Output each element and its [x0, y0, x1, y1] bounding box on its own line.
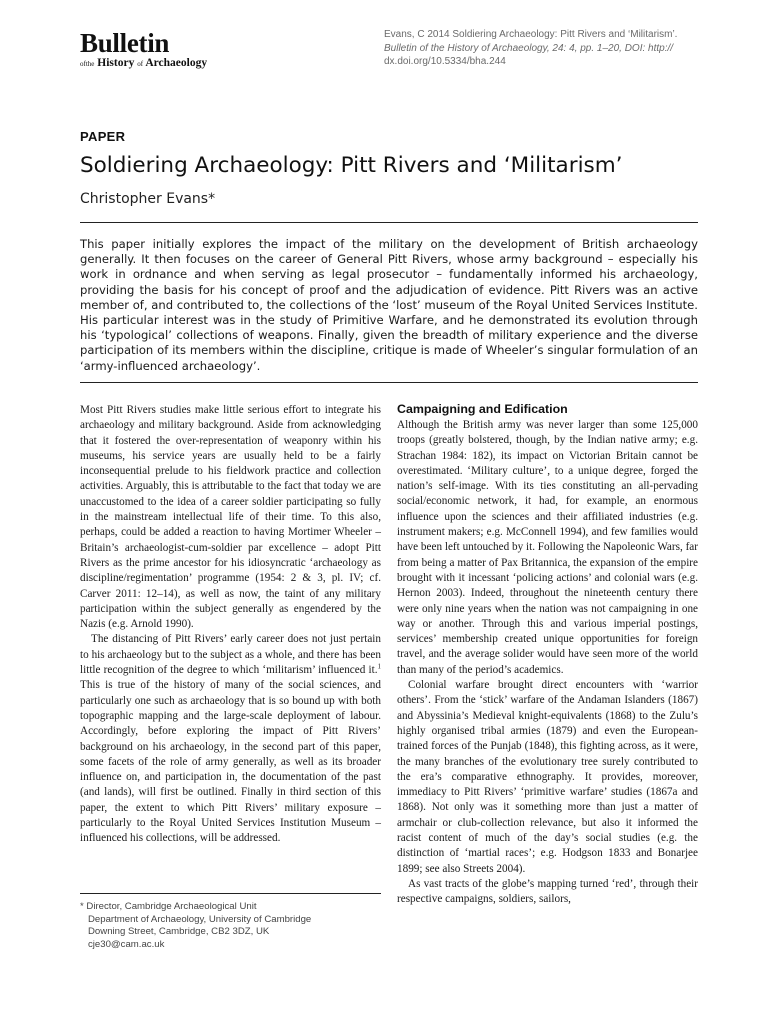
body-paragraph: The distancing of Pitt Rivers’ early career does not just pertain to his archaeology but to the subject as a whole, and there has been little recognition of the degree to which ‘militarism’ influenced it.$^1$ This is true of the history of many of the social sciences, and particularly one such as archaeology that is so bound up with both topographic mapping and the large-scale deployment of labour. Accordingly, before exploring the impact of Pitt Rivers’ background on his archaeology, in the second part of this paper, some facets of the role of army generally, as well as its broader influence on, and participation in, the documentation of the past (and lands), will first be outlined. Finally in third section of this paper, the extent to which Pitt Rivers’ military exposure – particularly to the Royal United Services Institution Museum – influenced his collections, will be addressed.	[80, 633, 381, 845]
body-paragraph: Most Pitt Rivers studies make little serious effort to integrate his archaeology and military background. Aside from acknowledging that it fostered the over-representation of weaponry within his museums, his service years are usually held to be a fairly inconsequential prelude to his fieldwork practice and collection activities. Arguably, this is attributable to the fact that today we are unaccustomed to the idea of a career soldier participating so fully in the mainstream intellectual life of their time. To this also, perhaps, could be added a reaction to having Mortimer Wheeler – Britain’s archaeologist-cum-soldier par excellence – adopt Pitt Rivers as the prime ancestor for his idiosyncratic ‘archaeology as discipline/regimentation’ programme (1954: 2 & 3, pl. IV; cf. Carver 2011: 12–14), as well as now, the taint of any military participation within the subject generally as engendered by the Nazis (e.g. Arnold 1990).	[80, 404, 381, 631]
article-author: Christopher Evans*	[80, 191, 216, 207]
footnote-divider	[80, 893, 381, 894]
header-divider	[80, 222, 698, 223]
footnote-line: Downing Street, Cambridge, CB2 3DZ, UK	[88, 926, 270, 938]
author-email-link[interactable]: cje30@cam.ac.uk	[88, 938, 165, 950]
citation-doi-link[interactable]: dx.doi.org/10.5334/bha.244	[384, 56, 506, 67]
body-paragraph: Although the British army was never larger than some 125,000 troops (greatly bolstered, though, by the Indian native army; e.g. Strachan 1984: 182), its impact on Victorian Britain cannot be overestimated. ‘Military culture’, to a unique degree, forged the nation’s self-image. With its ties constituting an all-pervading social/economic network, it had, for example, an enormous influence upon the sciences and their affiliated industries (e.g. instrument makers; e.g. McConnell 1994), and few families would have been left untouched by it. Following the Napoleonic Wars, far from being a matter of Pax Britannica, the expansion of the empire brought with it incessant ‘policing actions’ and colonial wars (e.g. Hernon 2003). Indeed, throughout the nineteenth century there were only nine years when the nation was not campaigning in one way or another. Through this and various imperial postings, services’ membership created unique opportunities for foreign travel, and the average solider would have seen more of the world than many of the period’s academics.	[397, 419, 698, 676]
section-heading: Campaigning and Edification	[397, 402, 568, 416]
author-affiliation-footnote	[80, 901, 381, 951]
article-type-label: PAPER	[80, 129, 126, 144]
footnote-line: * Director, Cambridge Archaeological Unit	[80, 901, 257, 912]
article-title: Soldiering Archaeology: Pitt Rivers and ‘Militarism’	[80, 153, 623, 178]
citation-block	[384, 28, 704, 69]
citation-line: Evans, C 2014 Soldiering Archaeology: Pitt Rivers and ‘Militarism’.	[384, 29, 678, 40]
body-paragraph: Colonial warfare brought direct encounters with ‘warrior others’. From the ‘stick’ warfare of the Andaman Islanders (1867) and Abyssinia’s Medieval knight-equivalents (1868) to the Zulu’s highly organised tribal armies (1879) and even the European-trained forces of the Punjab (1848), this fighting across, as it were, the many branches of the evolutionary tree surely contributed to the era’s comparative ethnography. It provides, moreover, immediacy to Pitt Rivers’ ‘primitive warfare’ studies (1867a and 1868). Not only was it something more than just a matter of armchair or club-collection relevance, but also it informed the racist content of much of the day’s social studies (e.g. the distinction of ‘martial races’; e.g. Hodgson 1833 and Bonarjee 1899; see also Streets 2004).	[397, 679, 698, 875]
journal-logo	[80, 30, 260, 70]
body-column-right	[397, 401, 698, 908]
citation-line: Bulletin of the History of Archaeology, 24: 4, pp. 1–20, DOI: http://	[384, 42, 674, 54]
abstract: This paper initially explores the impact of the military on the development of British archaeology generally. It then focuses on the career of General Pitt Rivers, whose army background – especially his work in ordnance and when serving as legal prosecutor – fundamentally informed his archaeology, providing the basis for his concept of proof and the adjudication of evidence. Pitt Rivers was an active member of, and contributed to, the collections of the ‘lost’ museum of the Royal United Services Institute. His particular interest was in the study of Primitive Warfare, and he demonstrated its evolution through his ‘typological’ collections of weapons. Finally, given the breadth of military experience and the diverse participation of its members within the discipline, critique is made of Wheeler’s singular formulation of an ‘army-influenced archaeology’.	[80, 237, 698, 373]
footnote-line: Department of Archaeology, University of Cambridge	[88, 913, 312, 925]
logo-wordmark: Bulletin	[80, 28, 170, 58]
footnote-ref[interactable]: 1	[377, 662, 381, 671]
body-paragraph: As vast tracts of the globe’s mapping turned ‘red’, through their respective campaigns, soldiers, sailors,	[397, 877, 698, 906]
body-column-left	[80, 403, 381, 847]
logo-subtitle: ofthe History of Archaeology	[80, 57, 208, 69]
abstract-divider	[80, 382, 698, 383]
